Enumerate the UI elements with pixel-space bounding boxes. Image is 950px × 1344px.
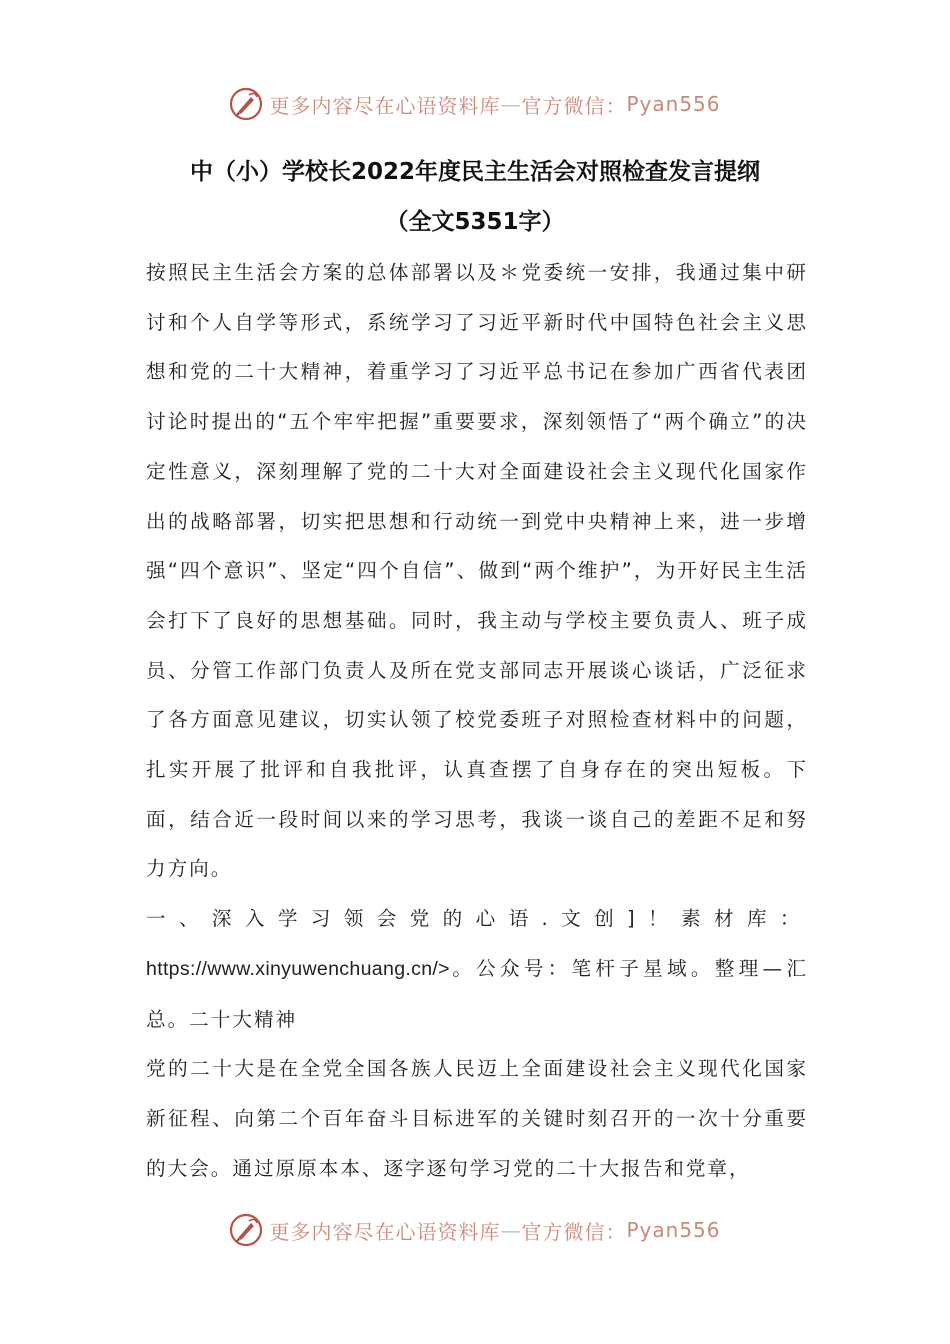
document-title: 中（小）学校长2022年度民主生活会对照检查发言提纲 [189, 159, 760, 185]
pen-logo-icon [229, 87, 263, 121]
banner-separator: — [500, 1218, 522, 1242]
document-subtitle: （全文5351字） [385, 209, 565, 235]
banner-contact: Pyan556 [626, 92, 721, 116]
watermark-banner-top [0, 84, 950, 124]
section-url: https://www.xinyuwenchuang.cn/> [146, 957, 450, 980]
banner-separator: — [500, 92, 522, 116]
banner-contact: Pyan556 [626, 1218, 721, 1242]
pen-logo-icon [229, 1213, 263, 1247]
banner-text: 更多内容尽在心语资料库 [269, 93, 501, 118]
section-heading: 一、深入学习领会党的心语.文创]！素材库： [146, 907, 808, 931]
intro-paragraph: 按照民主生活会方案的总体部署以及＊党委统一安排，我通过集中研讨和个人自学等形式，系统学习了习近平新时代中国特色社会主义思想和党的二十大精神，着重学习了习近平总书记在参加广西省代表团讨论时提出的“五个牢牢把握”重要要求，深刻领悟了“两个确立”的决定性意义，深刻理解了党的二十大对全面建设社会主义现代化国家作出的战略部署，切实把思想和行动统一到党中央精神上来，进一步增强“四个意识”、坚定“四个自信”、做到“两个维护”，为开好民主生活会打下了良好的思想基础。同时，我主动与学校主要负责人、班子成员、分管工作部门负责人及所在党支部同志开展谈心谈话，广泛征求了各方面意见建议，切实认领了校党委班子对照检查材料中的问题，扎实开展了批评和自我批评，认真查摆了自身存在的突出短板。下面，结合近一段时间以来的学习思考，我谈一谈自己的差距不足和努力方向。 [146, 261, 808, 881]
banner-text: 更多内容尽在心语资料库 [269, 1219, 501, 1244]
banner-label: 官方微信： [521, 93, 627, 118]
section-tail: 。公众号：笔杆子星域。整理—汇总。二十大精神 [146, 956, 808, 1031]
banner-label: 官方微信： [521, 1219, 627, 1244]
section-heading-paragraph [146, 894, 808, 1044]
body-paragraph-2: 党的二十大是在全党全国各族人民迈上全面建设社会主义现代化国家新征程、向第二个百年奋斗目标进军的关键时刻召开的一次十分重要的大会。通过原原本本、逐字逐句学习党的二十大报告和党章， [146, 1057, 808, 1180]
watermark-banner-bottom [0, 1210, 950, 1250]
document-body [146, 248, 808, 1193]
